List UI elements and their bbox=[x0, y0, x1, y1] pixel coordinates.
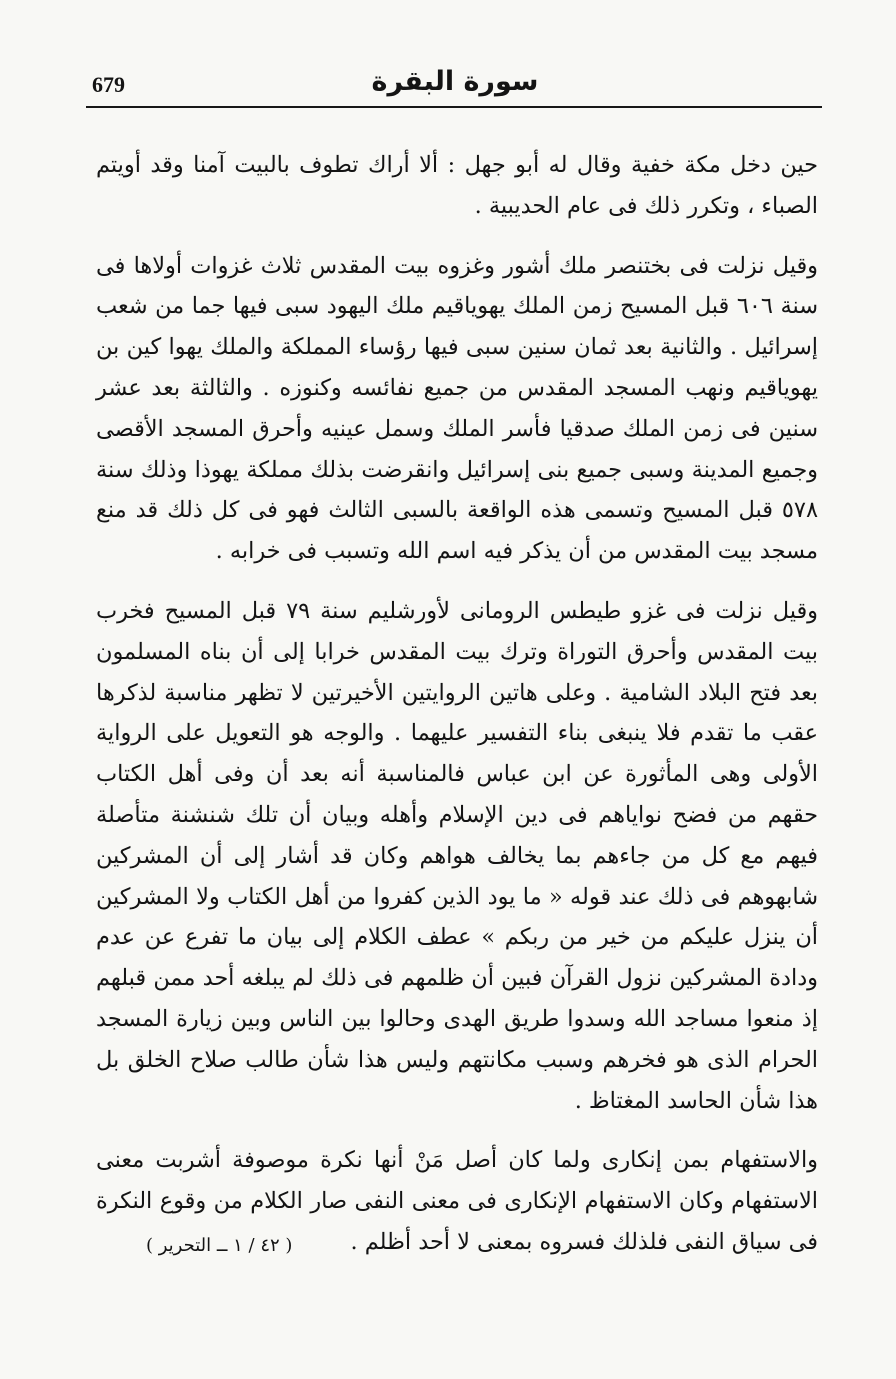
page-number: 679 bbox=[92, 72, 125, 97]
paragraph: والاستفهام بمن إنكارى ولما كان أصل مَنْ أنها نكرة موصوفة أشربت معنى الاستفهام وكان الاستفهام الإنكارى فى معنى النفى صار الكلام من وقوع النكرة فى سياق النفى فلذلك فسروه بمعنى لا أحد أظلم . bbox=[96, 1147, 818, 1255]
paragraph: وقيل نزلت فى بختنصر ملك أشور وغزوه بيت المقدس ثلاث غزوات أولاها فى سنة ٦٠٦ قبل المسيح زمن الملك يهوياقيم ملك اليهود سبى فيها جما من شعب إسرائيل . والثانية بعد ثمان سنين سبى فيها رؤساء المملكة والملك يهوا كين بن يهوياقيم ونهب المسجد المقدس من جميع نفائسه وكنوزه . والثالثة بعد عشر سنين فى زمن الملك صدقيا فأسر الملك وسمل عينيه وأحرق المسجد الأقصى وجميع المدينة وسبى جميع بنى إسرائيل وانقرضت بذلك مملكة يهوذا وذلك سنة ٥٧٨ قبل المسيح وتسمى هذه الواقعة بالسبى الثالث فهو فى كل ذلك قد منع مسجد بيت المقدس من أن يذكر فيه اسم الله وتسبب فى خرابه . bbox=[96, 252, 818, 565]
surah-title: سورة البقرة bbox=[371, 66, 539, 97]
paragraph: وقيل نزلت فى غزو طيطس الرومانى لأورشليم سنة ٧٩ قبل المسيح فخرب بيت المقدس وأحرق التوراة وترك بيت المقدس خرابا إلى أن بناه المسلمون بعد فتح البلاد الشامية . وعلى هاتين الروايتين الأخيرتين لا تظهر مناسبة لذكرها عقب ما تقدم فلا ينبغى بناء التفسير عليهما . والوجه هو التعويل على الرواية الأولى وهى المأثورة عن ابن عباس فالمناسبة أنه بعد أن وفى أهل الكتاب حقهم من فضح نواياهم فى دين الإسلام وأهله وبيان أن تلك شنشنة متأصلة فيهم مع كل من جاءهم بما يخالف هواهم وكان قد أشار إلى أن المشركين شابهوهم فى ذلك عند قوله « ما يود الذين كفروا من أهل الكتاب ولا المشركين أن ينزل عليكم من خير من ربكم » عطف الكلام إلى بيان ما تفرع عن عدم ودادة المشركين نزول القرآن فبين أن ظلمهم فى ذلك لم يبلغه أحد ممن قبلهم إذ منعوا مساجد الله وسدوا طريق الهدى وحالوا بين الناس وبين زيارة المسجد الحرام الذى هو فخرهم وسبب مكانتهم وليس هذا شأن طالب صلاح الخلق بل هذا شأن الحاسد المغتاظ . bbox=[96, 597, 818, 1114]
header-divider bbox=[86, 106, 822, 108]
paragraph: حين دخل مكة خفية وقال له أبو جهل : ألا أراك تطوف بالبيت آمنا وقد أويتم الصباء ، وتكرر ذلك فى عام الحديبية . bbox=[96, 152, 818, 219]
printer-signature: ( ٤٢ / ١ ــ التحرير ) bbox=[146, 1235, 293, 1256]
page-header bbox=[92, 64, 818, 106]
page-body bbox=[96, 145, 818, 1263]
